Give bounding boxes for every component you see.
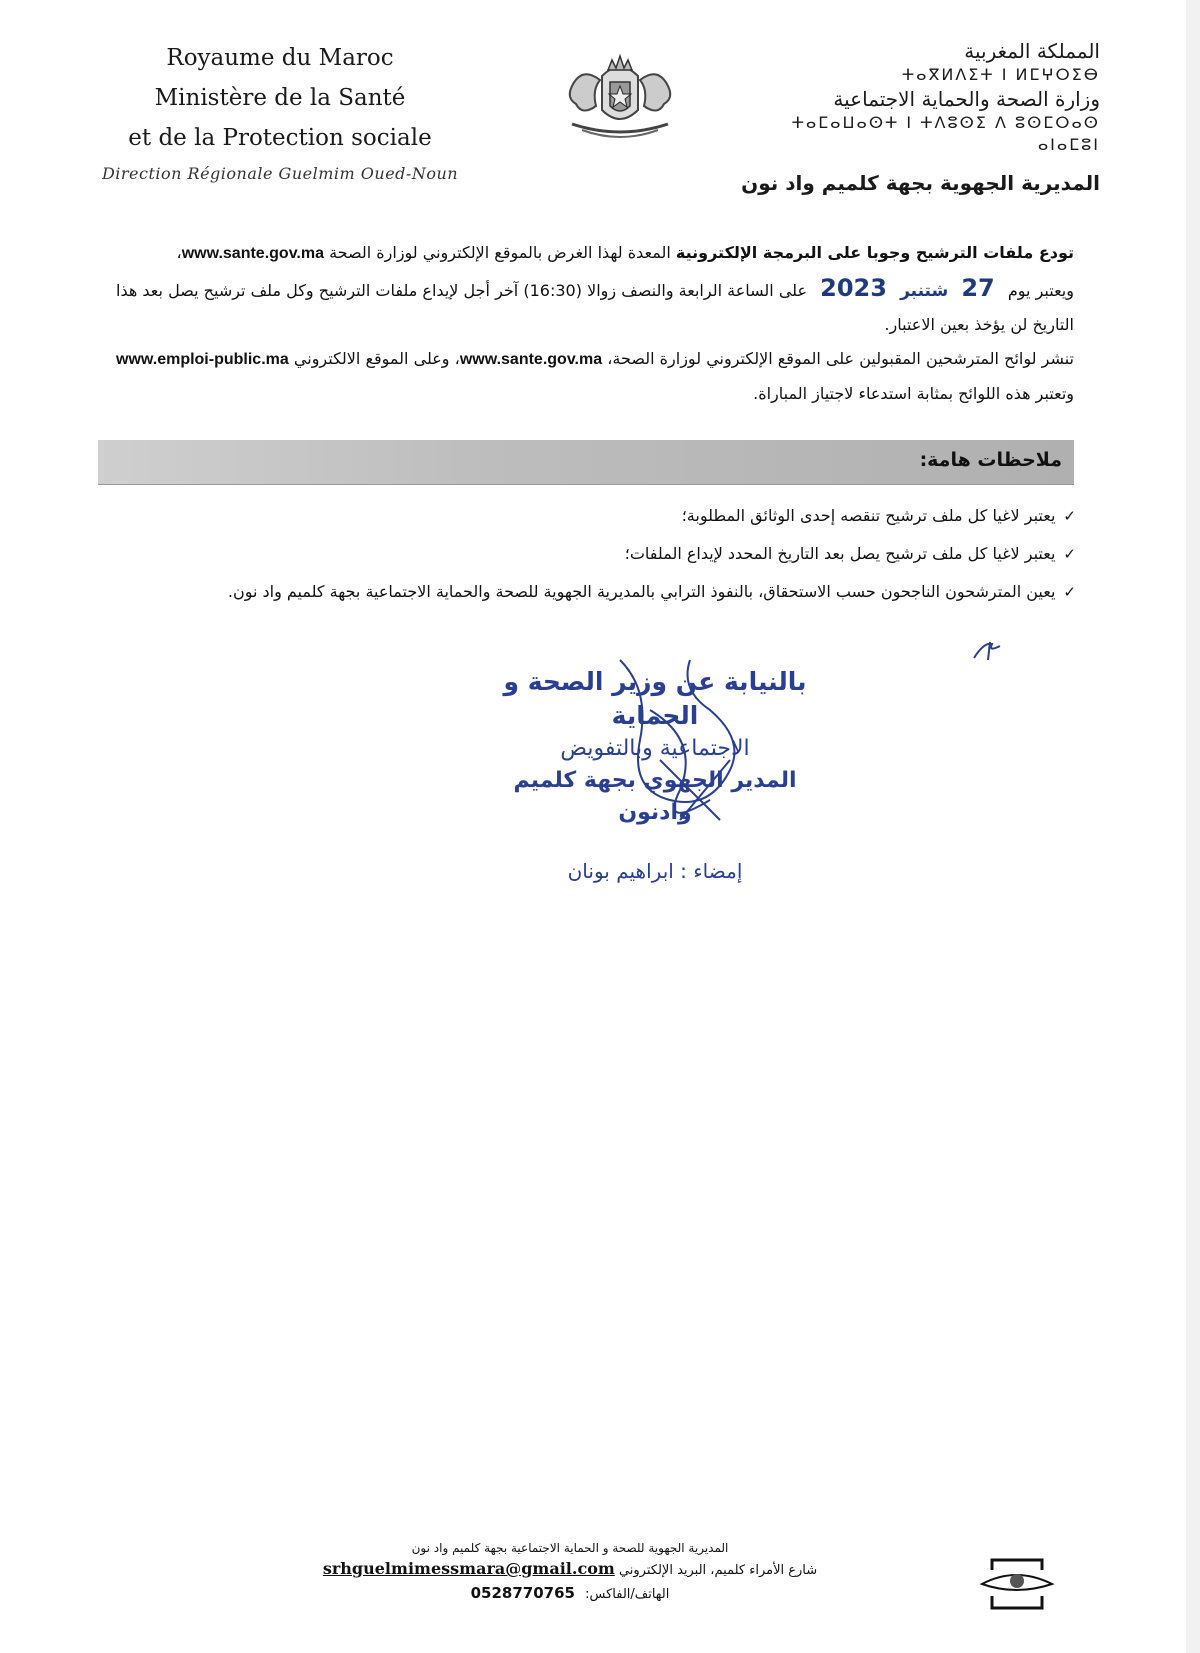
sante-url-2[interactable]: www.sante.gov.ma xyxy=(459,351,603,368)
paragraph-deadline xyxy=(116,271,1074,342)
sante-url[interactable]: www.sante.gov.ma xyxy=(181,245,324,262)
footer-org: المديرية الجهوية للصحة و الحماية الاجتماعية بجهة كلميم واد نون xyxy=(411,1541,729,1555)
note-text: يعتبر لاغيا كل ملف ترشيح تنقصه إحدى الوثائق المطلوبة؛ xyxy=(681,506,1056,525)
note-text: يعين المترشحون الناجحون حسب الاستحقاق، بالنفوذ الترابي بالمديرية الجهوية للصحة والحماية الاجتماعية بجهة كلميم واد نون. xyxy=(227,582,1056,601)
ar-ministry: وزارة الصحة والحماية الاجتماعية xyxy=(833,87,1100,111)
submission-end: ، xyxy=(176,243,182,262)
notes-heading-bar xyxy=(98,440,1074,485)
footer-phone-line xyxy=(240,1582,900,1606)
fr-ministry: Ministère de la Santé xyxy=(154,85,406,111)
note-text: يعتبر لاغيا كل ملف ترشيح يصل بعد التاريخ المحدد لإيداع الملفات؛ xyxy=(624,544,1056,563)
paragraph-publication xyxy=(116,342,1074,411)
signature-line-1: بالنيابة عن وزير الصحة و الحماية xyxy=(503,667,807,730)
deadline-start: ويعتبر يوم xyxy=(1007,281,1074,300)
publication-end: وتعتبر هذه اللوائح بمثابة استدعاء لاجتياز المباراة. xyxy=(753,384,1074,403)
fr-ministry-cont: et de la Protection sociale xyxy=(128,125,432,151)
announcement-body xyxy=(116,236,1074,411)
signature-line-3: المدير الجهوي بجهة كلميم وادنون xyxy=(513,768,797,825)
deadline-text: على الساعة الرابعة والنصف زوالا (16:30) آخر أجل لإيداع ملفات الترشيح وكل ملف ترشيح يصل بعد هذا التاريخ لن يؤخذ بعين الاعتبار. xyxy=(116,281,1074,334)
tifinagh-kingdom: ⵜⴰⴳⵍⴷⵉⵜ ⵏ ⵍⵎⵖⵔⵉⴱ xyxy=(901,65,1100,84)
coat-of-arms-icon xyxy=(552,46,688,146)
paragraph-submission xyxy=(116,236,1074,271)
publication-mid: ، وعلى الموقع الالكتروني xyxy=(288,349,460,368)
fr-kingdom: Royaume du Maroc xyxy=(166,45,394,71)
list-item xyxy=(96,500,1076,532)
checkmark-icon: ✓ xyxy=(1063,583,1076,601)
ministry-logo-icon xyxy=(976,1556,1058,1612)
footer-phone-label: الهاتف/الفاكس: xyxy=(585,1587,670,1602)
footer-email[interactable]: srhguelmimessmara@gmail.com xyxy=(322,1559,615,1578)
emploi-public-url[interactable]: www.emploi-public.ma xyxy=(116,351,289,368)
signature-line-2: الاجتماعية وبالتفويض xyxy=(560,736,750,761)
signature-name: إمضاء : ابراهيم بونان xyxy=(567,859,743,883)
deadline-day: 27 xyxy=(961,274,995,302)
header-french xyxy=(60,38,500,183)
footer-address-text: شارع الأمراء كلميم، البريد الإلكتروني xyxy=(618,1563,818,1578)
fr-direction: Direction Régionale Guelmim Oued-Noun xyxy=(101,164,459,183)
submission-mid: المعدة لهذا الغرض بالموقع الإلكتروني لوزارة الصحة xyxy=(323,243,676,262)
footer-phone: 0528770765 xyxy=(470,1584,575,1602)
ar-direction: المديرية الجهوية بجهة كلميم واد نون xyxy=(741,171,1100,195)
header-arabic xyxy=(740,38,1100,196)
ar-kingdom: المملكة المغربية xyxy=(964,39,1100,63)
submission-lead: تودع ملفات الترشيح وجوبا على البرمجة الإلكترونية xyxy=(675,243,1074,262)
deadline-month: شتنبر xyxy=(900,281,949,301)
list-item xyxy=(96,576,1076,608)
deadline-year: 2023 xyxy=(820,274,887,302)
footer xyxy=(240,1538,900,1606)
checkmark-icon: ✓ xyxy=(1063,507,1076,525)
publication-start: تنشر لوائح المترشحين المقبولين على الموقع الإلكتروني لوزارة الصحة، xyxy=(602,349,1075,368)
page-edge xyxy=(1186,0,1200,1653)
notes-list xyxy=(96,500,1076,614)
list-item xyxy=(96,538,1076,570)
signature-block xyxy=(480,665,830,887)
tifinagh-ministry: ⵜⴰⵎⴰⵡⴰⵙⵜ ⵏ ⵜⴷⵓⵙⵉ ⴷ ⵓⵙⵎⵔⴰⵙ ⴰⵏⴰⵎⵓⵏ xyxy=(791,113,1100,154)
handwritten-initial-icon xyxy=(970,638,1010,662)
notes-title: ملاحظات هامة: xyxy=(919,449,1062,471)
footer-address xyxy=(240,1558,900,1582)
checkmark-icon: ✓ xyxy=(1063,545,1076,563)
